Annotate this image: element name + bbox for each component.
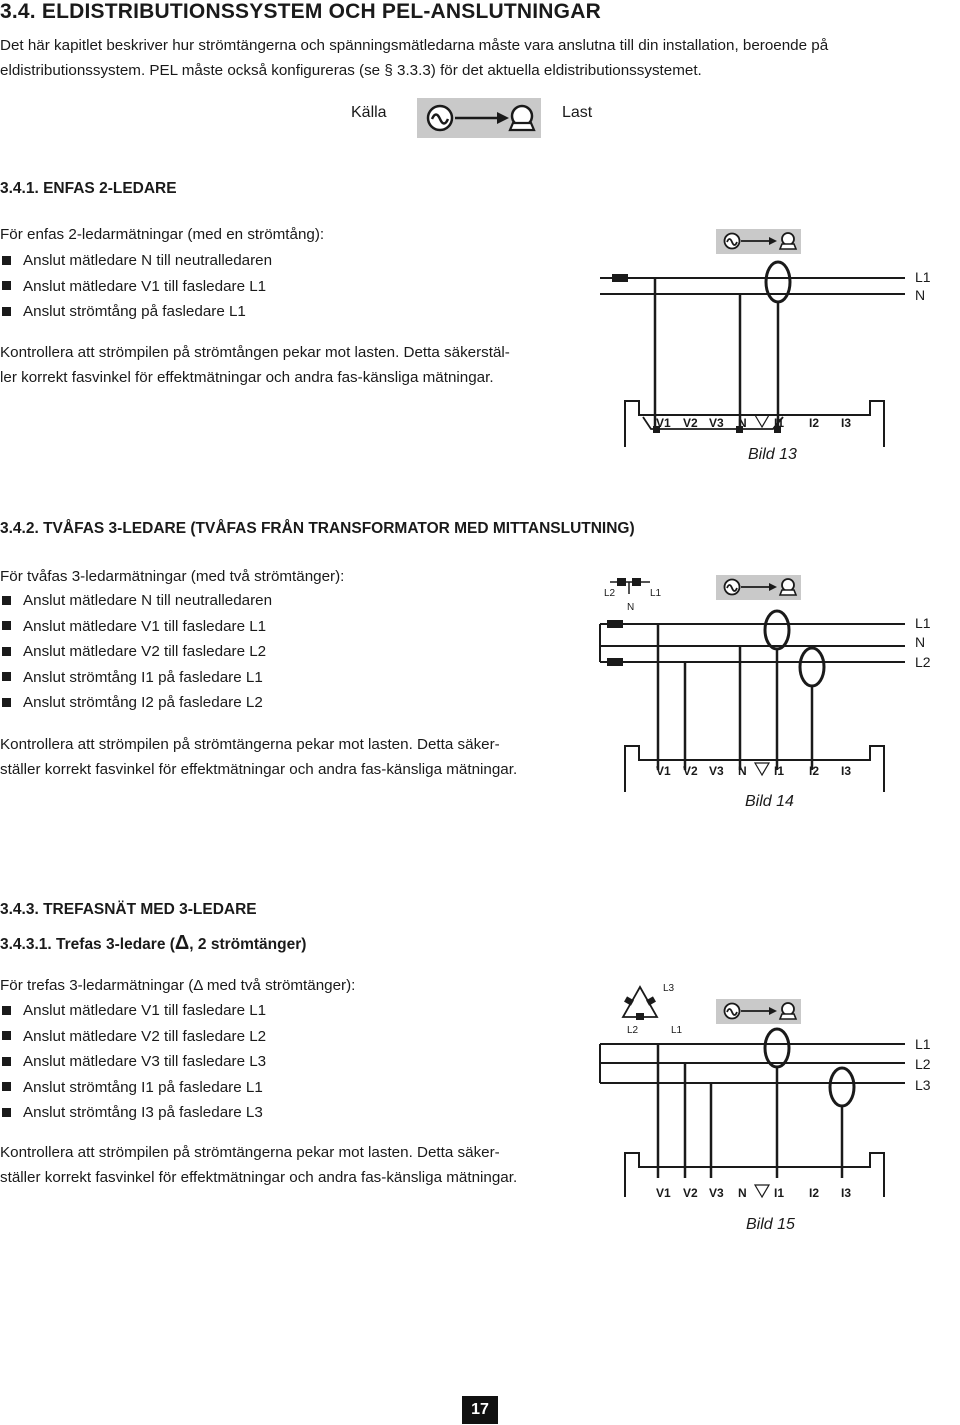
instrument-icon [625,1153,884,1200]
fuse-icon [607,620,623,628]
delta-connection-icon [623,983,683,1036]
terminal-label: V3 [709,764,724,778]
section-heading: 3.4.3. TREFASNÄT MED 3-LEDARE [0,901,257,918]
bullet-square-icon [2,698,11,707]
wiring-diagram [595,570,960,810]
bullet-square-icon [2,596,11,605]
list-item: Anslut strömtång I3 på fasledare L3 [0,1100,266,1126]
list-item: Anslut mätledare V1 till fasledare L1 [0,614,272,640]
line-label: N [915,634,926,650]
bullet-list [0,248,272,325]
terminal-label: I2 [809,1186,820,1200]
line-label: L1 [915,1036,931,1052]
bullet-square-icon [2,307,11,316]
wiring-diagram [595,225,960,470]
bullet-square-icon [2,1108,11,1117]
warning-icon [755,1185,769,1197]
bullet-square-icon [2,256,11,265]
section-heading: 3.4.2. TVÅFAS 3-LEDARE (TVÅFAS FRÅN TRANSFORMATOR MED MITTANSLUTNING) [0,520,635,537]
line-label: L3 [915,1077,931,1093]
current-clamp-icon [800,648,824,686]
terminal-label: I1 [774,764,785,778]
bullet-square-icon [2,647,11,656]
delta-label: L2 [627,1025,639,1036]
bullet-square-icon [2,1006,11,1015]
section-lead: För trefas 3-ledarmätningar (Δ med två strömtänger): [0,977,356,994]
terminal-label: I1 [774,1186,785,1200]
transformer-label: N [627,602,635,613]
list-item: Anslut mätledare N till neutralledaren [0,248,272,274]
bullet-square-icon [2,1082,11,1091]
list-item: Anslut mätledare V1 till fasledare L1 [0,998,266,1024]
legend-load-label: Last [562,104,593,121]
current-clamp-icon [765,1029,789,1067]
transformer-icon [604,578,662,613]
list-item: Anslut strömtång I1 på fasledare L1 [0,665,272,691]
list-item: Anslut mätledare V2 till fasledare L2 [0,639,272,665]
warning-icon [755,415,769,427]
page-number: 17 [462,1396,498,1424]
terminal-label: I3 [841,1186,852,1200]
page-title: 3.4. ELDISTRIBUTIONSSYSTEM OCH PEL-ANSLUTNINGAR [0,0,601,23]
section-lead: För tvåfas 3-ledarmätningar (med två strömtänger): [0,568,345,585]
terminal-label: V2 [683,1186,698,1200]
line-label: L2 [915,1056,931,1072]
instrument-icon [625,401,884,447]
terminal-label: V1 [656,416,671,430]
intro-paragraph [0,33,960,83]
transformer-label: L2 [604,588,616,599]
source-to-load-icon [716,229,801,254]
delta-label: L1 [671,1025,683,1036]
terminal-label: N [738,764,747,778]
source-to-load-icon [716,999,801,1024]
subsection-heading: 3.4.3.1. Trefas 3-ledare (Δ, 2 strömtänger) [0,932,307,954]
bullet-square-icon [2,1057,11,1066]
bullet-square-icon [2,672,11,681]
terminal-label: V1 [656,764,671,778]
bullet-square-icon [2,281,11,290]
intro-line: Det här kapitlet beskriver hur strömtängerna och spänningsmätledarna måste vara anslutna till din installation, beroende på [0,37,829,54]
terminal-label: I2 [809,416,820,430]
section-lead: För enfas 2-ledarmätningar (med en strömtång): [0,226,325,243]
current-clamp-icon [766,262,790,302]
terminal-label: V2 [683,764,698,778]
bullet-list [0,588,272,716]
list-item: Anslut strömtång I2 på fasledare L2 [0,690,272,716]
terminal-label: I3 [841,764,852,778]
source-to-load-icon [417,98,541,138]
delta-symbol: Δ [174,932,190,954]
current-clamp-icon [830,1068,854,1106]
terminal-label: I1 [774,416,785,430]
section-heading: 3.4.1. ENFAS 2-LEDARE [0,180,177,197]
bullet-square-icon [2,1031,11,1040]
delta-label: L3 [663,983,675,994]
intro-line: eldistributionssystem. PEL måste också konfigureras (se § 3.3.3) för det aktuella eldistributionssystemet. [0,62,702,79]
figure-caption: Bild 13 [748,446,797,463]
line-label: N [915,287,926,303]
list-item: Anslut strömtång I1 på fasledare L1 [0,1075,266,1101]
terminal-label: V1 [656,1186,671,1200]
line-label: L1 [915,615,931,631]
note-paragraph: Kontrollera att strömpilen på strömtängerna pekar mot lasten. Detta säker- ställer korrekt fasvinkel för effektmätningar och andra fas-känsliga mätningar. [0,1144,518,1186]
instrument-icon [625,746,884,792]
terminal-label: N [738,1186,747,1200]
terminal-label: I3 [841,416,852,430]
fuse-icon [612,274,628,282]
figure-caption: Bild 15 [746,1216,795,1233]
source-to-load-icon [716,575,801,600]
delta-symbol: Δ [193,977,203,994]
figure-caption: Bild 14 [745,793,794,810]
wiring-diagram [595,975,960,1215]
note-paragraph: Kontrollera att strömpilen på strömtängerna pekar mot lasten. Detta säker- ställer korrekt fasvinkel för effektmätningar och andra fas-känsliga mätningar. [0,736,518,778]
list-item: Anslut strömtång på fasledare L1 [0,299,272,325]
current-clamp-icon [765,611,789,649]
list-item: Anslut mätledare V3 till fasledare L3 [0,1049,266,1075]
note-paragraph: Kontrollera att strömpilen på strömtången pekar mot lasten. Detta säkerstäl- ler korrekt fasvinkel för effektmätningar och andra fas-känsliga mätningar. [0,344,510,386]
transformer-label: L1 [650,588,662,599]
terminal-label: I2 [809,764,820,778]
bullet-square-icon [2,621,11,630]
line-label: L1 [915,269,931,285]
legend-source-label: Källa [351,104,387,121]
warning-icon [755,763,769,775]
terminal-label: V3 [709,1186,724,1200]
fuse-icon [607,658,623,666]
bullet-list [0,998,266,1126]
terminal-label: N [738,416,747,430]
terminal-label: V3 [709,416,724,430]
list-item: Anslut mätledare V2 till fasledare L2 [0,1024,266,1050]
list-item: Anslut mätledare V1 till fasledare L1 [0,274,272,300]
terminal-label: V2 [683,416,698,430]
list-item: Anslut mätledare N till neutralledaren [0,588,272,614]
line-label: L2 [915,654,931,670]
